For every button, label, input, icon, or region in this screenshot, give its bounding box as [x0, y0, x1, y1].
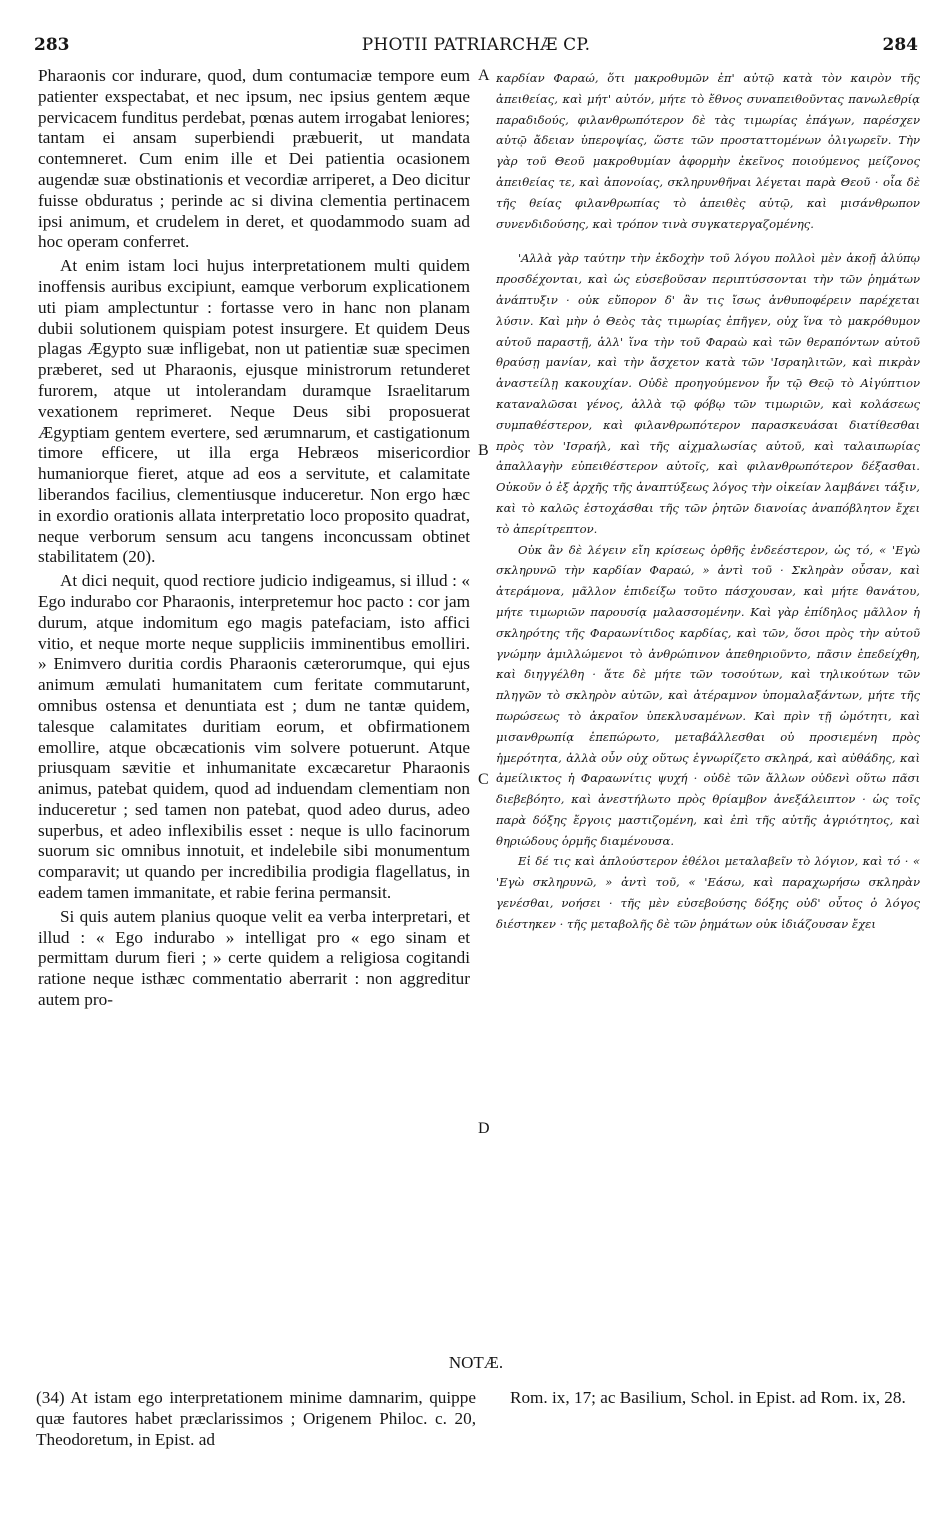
latin-paragraph: At dici nequit, quod rectiore judicio indigeamus, si illud : « Ego indurabo cor Pharaonis, interpretemur hoc pacto : cor jam durum, atque indomitum ego magis patefaciam, isto affici vitio, et neque morte neque suppliciis imminentibus emolliri. » Enimvero duritia cordis Pharaonis cæterorumque, qui ejus animum æmulati humanitatem cum feritate commutarunt, omnibus ostensa et denuntiata est ; dum ne tantæ quidem, talesque calamitates duritiam eorum, et obfirmationem emollire, atque obcæcationis vim solvere potuerunt. Atque priusquam sævitie et inhumanitate excæcaretur Pharaonis animus, patebat quidem, quod ad induendam clementiam non induceretur ; sed tamen non patebat, quod adeo durus, adeo superbus, et adeo inflexibilis esset : neque is ullo facinorum suorum sic omnibus innotuit, et indelebile sibi monumentum comparavit; ut quando per incredibilia prodigia flagellatus, in eadem tamen immanitate, et rabie ferina permansit. — [38, 571, 470, 903]
greek-paragraph: καρδίαν Φαραώ, ὅτι μακροθυμῶν ἐπ' αὐτῷ κατὰ τὸν καιρὸν τῆς ἀπειθείας, καὶ μήτ' αὐτόν, μήτε τὸ ἔθνος συναπειθοῦντας πανωλεθρίᾳ παραδιδούς, φιλανθρωπότερον δὲ τὰς τιμωρίας ἐπάγων, παρέσχεν αὐτῷ ἄδειαν ὑπεροψίας, ὥστε τῶν προσταττομένων ὀλιγωρεῖν. Τὴν γὰρ τοῦ Θεοῦ μακροθυμίαν ἀφορμὴν ἐκεῖνος ποιούμενος μείζονος ἀπειθείας τε, καὶ ἀπονοίας, σκληρυνθῆναι λέγεται παρὰ Θεοῦ · οἷα δὲ τῆς θείας φιλανθρωπίας τὸ ἀπειθὲς αὐτῷ, καὶ μισάνθρωπον συνενδιδούσης, καὶ τρόπον τινὰ συγκατεργαζομένης. — [496, 71, 920, 231]
margin-mark-b: B — [478, 442, 489, 459]
footnote-right: Rom. ix, 17; ac Basilium, Schol. in Epist. ad Rom. ix, 28. — [510, 1388, 906, 1407]
notes-heading: NOTÆ. — [448, 1353, 504, 1372]
running-header — [34, 35, 918, 61]
latin-paragraph: At enim istam loci hujus interpretationem multi quidem inoffensis auribus excipiunt, eamque verborum explicationem uti piam amplectuntur : fortasse vero in hanc non planam dubii solutionem quispiam potest insurgere. Et quidem Deus plagas Ægypto suæ infligebat, non ut patientiæ suæ specimen præberet, sed ut Pharaonis, ejusque ministrorum retunderet furorem, atque ut intolerandam duramque Israelitarum vexationem reprimeret. Neque Deus sibi proposuerat Ægyptiam gentem evertere, sed ærumnarum, et castigationum timore efficere, ut illa erga Hebræos misericordior humaniorque fieret, atque ad eos a servitute, et calamitate liberandos facilius, clementiusque induceretur. Non ergo hæc in exordio orationis allata interpretatio loco proposito quadrat, neque verborum sensum acu tangens inconcussam obtinet stabilitatem (20). — [38, 256, 470, 567]
greek-paragraph: 'Αλλὰ γὰρ ταύτην τὴν ἐκδοχὴν τοῦ λόγου πολλοὶ μὲν ἀκοῇ ἀλύπῳ προσδέχονται, καὶ ὡς εὐσεβοῦσαν περιπτύσσονται τὴν τῶν ῥημάτων ἀνάπτυξιν · οὐκ εὔπορον δ' ἂν τις ἴσως ἀνθυποφέρειν παρέχεται λύσιν. Καὶ μὴν ὁ Θεὸς τὰς τιμωρίας ἐπῆγεν, οὐχ ἵνα τὸ μακρόθυμον αὐτοῦ παραστῇ, ἀλλ' ἵνα τὴν τοῦ Φαραὼ καὶ τῶν θεραπόντων αὐτοῦ θραύσῃ μανίαν, καὶ τὴν ἄσχετον κατὰ τῶν 'Ισραηλιτῶν, καὶ πικρὰν ἀναστείλῃ κακουχίαν. Οὐδὲ προηγούμενον ἦν τῷ Θεῷ τὸ Αἰγύπτιον καταναλῶσαι γένος, ἀλλὰ τῷ φόβῳ τῶν τιμωριῶν, καὶ κολάσεως συμπαθέστερον, καὶ φιλανθρωπότερον παρασκευάσαι διατίθεσθαι πρὸς τὸν 'Ισραήλ, καὶ τῆς αἰχμαλωσίας αὐτοῦ, καὶ ταλαιπωρίας ἀπαλλαγὴν εὐπειθέστερον αὐτοῖς, καὶ φιλανθρωπότερον δέξασθαι. Οὐκοῦν ὁ ἐξ ἀρχῆς τῆς ἀναπτύξεως λόγος τὴν οἰκείαν λαμβάνει τάξιν, καὶ τὸ καλῶς ἐστοχάσθαι τῆς τῶν ῥητῶν διανοίας ἀναπόβλητον ἔχει τὸ ἀπερίτρεπτον. — [496, 251, 920, 536]
margin-mark-a: A — [478, 67, 490, 84]
footnote-left: (34) At istam ego interpretationem minime damnarim, quippe quæ fautores habet præclarissimos ; Origenem Philoc. c. 20, Theodoretum, in Epist. ad — [36, 1388, 476, 1449]
latin-paragraph: Pharaonis cor indurare, quod, dum contumaciæ tempore eum patienter exspectabat, et nec ipsum, nec ipsius gentem æque pervicacem funditus perdebat, pœnas autem irrogabat leniores; tantam ei ansam superbiendi præbuerit, ut mandata contemneret. Cum enim ille et Dei patientia ocasionem augendæ suæ obstinationis et vecordiæ arriperet, a Deo dicitur fuisse obduratus ; perinde ac si divina clementia pertinacem ipsi animum, et crudelem in deret, et quodammodo suam ad hoc operam conferret. — [38, 66, 470, 252]
greek-paragraph: Οὐκ ἂν δὲ λέγειν εἴη κρίσεως ὀρθῆς ἐνδεέστερον, ὡς τό, « 'Εγὼ σκληρυνῶ τὴν καρδίαν Φαραώ, » ἀντὶ τοῦ · Σκληρὰν οὖσαν, καὶ ἀτεράμονα, μᾶλλον ἐπιδείξω τοῦτο πάσχουσαν, καὶ μήτε θανάτου, μήτε τιμωριῶν παρουσίᾳ μαλασσομένην. Καὶ γὰρ ἐπίδηλος μᾶλλον ἡ σκληρότης τῆς Φαραωνίτιδος καρδίας, καὶ τῶν, ὅσοι πρὸς τὴν αὐτοῦ γνώμην ἁμιλλώμενοι τὸ ἀνθρώπινον ἀπεθηριοῦντο, πᾶσιν ἐπεδείχθη, καὶ διηγγέλθη · ἅτε δὲ μήτε τῶν τοσούτων, καὶ τηλικούτων τῶν πληγῶν τὸ σκληρὸν αὐτῶν, καὶ ἀτέραμνον ὑπομαλαξάντων, μήτε τῆς πωρώσεως τὸ ἀκραῖον ὑπεκλυσαμένων. Καὶ πρὶν τῇ ὠμότητι, καὶ μισανθρωπίᾳ ἐπεπώρωτο, μεταβάλλεσθαι οὐ προσιεμένη πρὸς ἡμερότητα, ἀλλὰ οὖν οὐχ οὕτως ἐγνωρίζετο σκληρά, καὶ αὐθάδης, καὶ ἀμείλικτος ἡ Φαραωνίτις ψυχή · οὐδὲ τῶν ἄλλων οὐδενὶ οὕτω πᾶσι διεβεβόητο, καὶ ἀνεστήλωτο πρὸς θρίαμβον ἀνεξάλειπτον · ὡς τοῖς παρὰ δόξης ἔργοις μαστιζομένη, καὶ ἐπὶ τῆς αὐτῆς ἀγριότητος, καὶ θηριώδους ὁρμῆς διαμένουσα. — [496, 542, 920, 848]
margin-mark-d: D — [478, 1120, 490, 1137]
right-page-number: 284 — [882, 35, 918, 55]
greek-column — [496, 68, 920, 935]
running-title: PHOTII PATRIARCHÆ CP. — [361, 35, 591, 55]
greek-paragraph: Εἰ δέ τις καὶ ἁπλούστερον ἐθέλοι μεταλαβεῖν τὸ λόγιον, καὶ τό · « 'Εγὼ σκληρυνῶ, » ἀντὶ τοῦ, « 'Εάσω, καὶ παραχωρήσω σκληρὰν γενέσθαι, νοήσει · τῆς μὲν εὐσεβούσης δόξης οὐδ' οὗτος ὁ λόγος διέστηκεν · τῆς μεταβολῆς δὲ τῶν ῥημάτων οὐκ ἰδιάζουσαν ἔχει — [496, 854, 920, 931]
latin-paragraph: Si quis autem planius quoque velit ea verba interpretari, et illud : « Ego indurabo » intelligat pro « ego sinam et permittam durum fieri ; » certe quidem a religiosa cogitandi ratione neque isthæc commentatio aberrarit : non aggreditur autem pro- — [38, 906, 470, 1010]
left-page-number: 283 — [34, 35, 70, 55]
latin-column — [38, 66, 470, 1011]
margin-mark-c: C — [478, 771, 489, 788]
